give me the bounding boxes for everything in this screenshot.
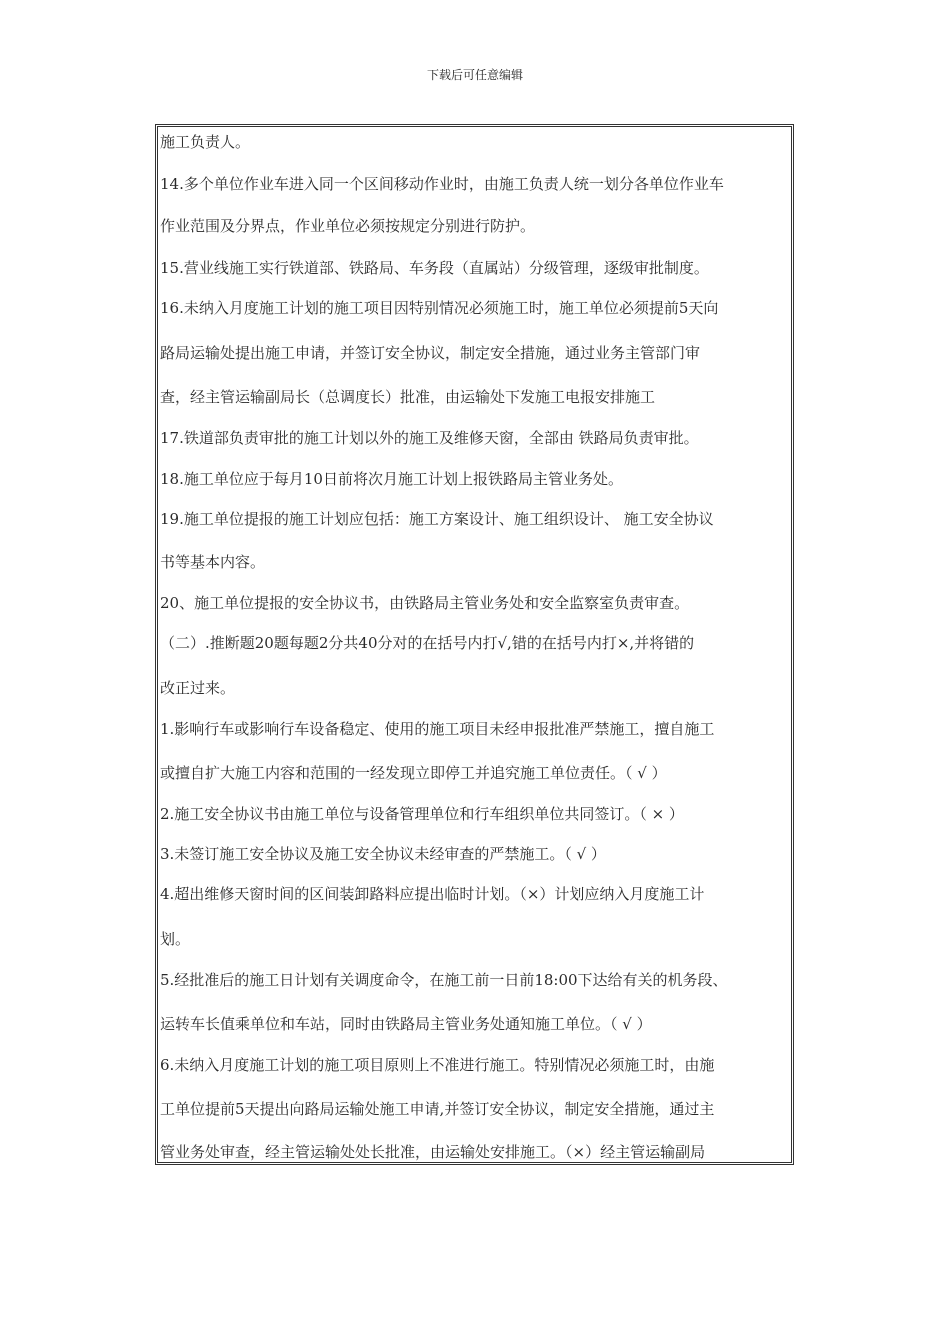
text-line: 查，经主管运输副局长（总调度长）批准，由运输处下发施工电报安排施工 [160,388,656,406]
text-line: 16.未纳入月度施工计划的施工项目因特别情况必须施工时，施工单位必须提前5天向 [160,299,719,317]
text-line: 路局运输处提出施工申请，并签订安全协议，制定安全措施，通过业务主管部门审 [160,344,701,362]
text-line: 运转车长值乘单位和车站，同时由铁路局主管业务处通知施工单位。（ √ ） [160,1015,652,1033]
text-line: 1.影响行车或影响行车设备稳定、使用的施工项目未经申报批准严禁施工，擅自施工 [160,720,715,738]
text-line: 5.经批准后的施工日计划有关调度命令，在施工前一日前18:00下达给有关的机务段、 [160,971,728,989]
text-line: 改正过来。 [160,679,236,697]
text-line: 管业务处审查，经主管运输处处长批准，由运输处安排施工。（×）经主管运输副局 [160,1143,706,1161]
text-line: 4.超出维修天窗时间的区间装卸路料应提出临时计划。（×）计划应纳入月度施工计 [160,885,705,903]
header-note: 下载后可任意编辑 [426,68,523,82]
text-line: 14.多个单位作业车进入同一个区间移动作业时，由施工负责人统一划分各单位作业车 [160,175,724,193]
text-line: 或擅自扩大施工内容和范围的一经发现立即停工并追究施工单位责任。（ √ ） [160,764,667,782]
text-line: 施工负责人。 [160,133,251,151]
text-line: 工单位提前5天提出向路局运输处施工申请,并签订安全协议，制定安全措施，通过主 [160,1100,715,1118]
text-line: 划。 [160,930,191,948]
text-line: 作业范围及分界点，作业单位必须按规定分别进行防护。 [160,217,536,235]
text-line: 6.未纳入月度施工计划的施工项目原则上不准进行施工。特别情况必须施工时，由施 [160,1056,715,1074]
text-line: 18.施工单位应于每月10日前将次月施工计划上报铁路局主管业务处。 [160,470,623,488]
text-line: 3.未签订施工安全协议及施工安全协议未经审查的严禁施工。（ √ ） [160,845,606,863]
text-line: 19.施工单位提报的施工计划应包括：施工方案设计、施工组织设计、 施工安全协议 [160,510,714,528]
text-line: 书等基本内容。 [160,553,266,571]
text-line: 15.营业线施工实行铁道部、铁路局、车务段（直属站）分级管理，逐级审批制度。 [160,259,709,277]
text-line: 2.施工安全协议书由施工单位与设备管理单位和行车组织单位共同签订。（ × ） [160,805,684,823]
document-frame [155,124,794,1165]
text-line: 17.铁道部负责审批的施工计划以外的施工及维修天窗，全部由 铁路局负责审批。 [160,429,699,447]
text-line: （二）.推断题20题每题2分共40分对的在括号内打√,错的在括号内打×,并将错的 [160,634,695,652]
text-line: 20、施工单位提报的安全协议书，由铁路局主管业务处和安全监察室负责审查。 [160,594,690,612]
